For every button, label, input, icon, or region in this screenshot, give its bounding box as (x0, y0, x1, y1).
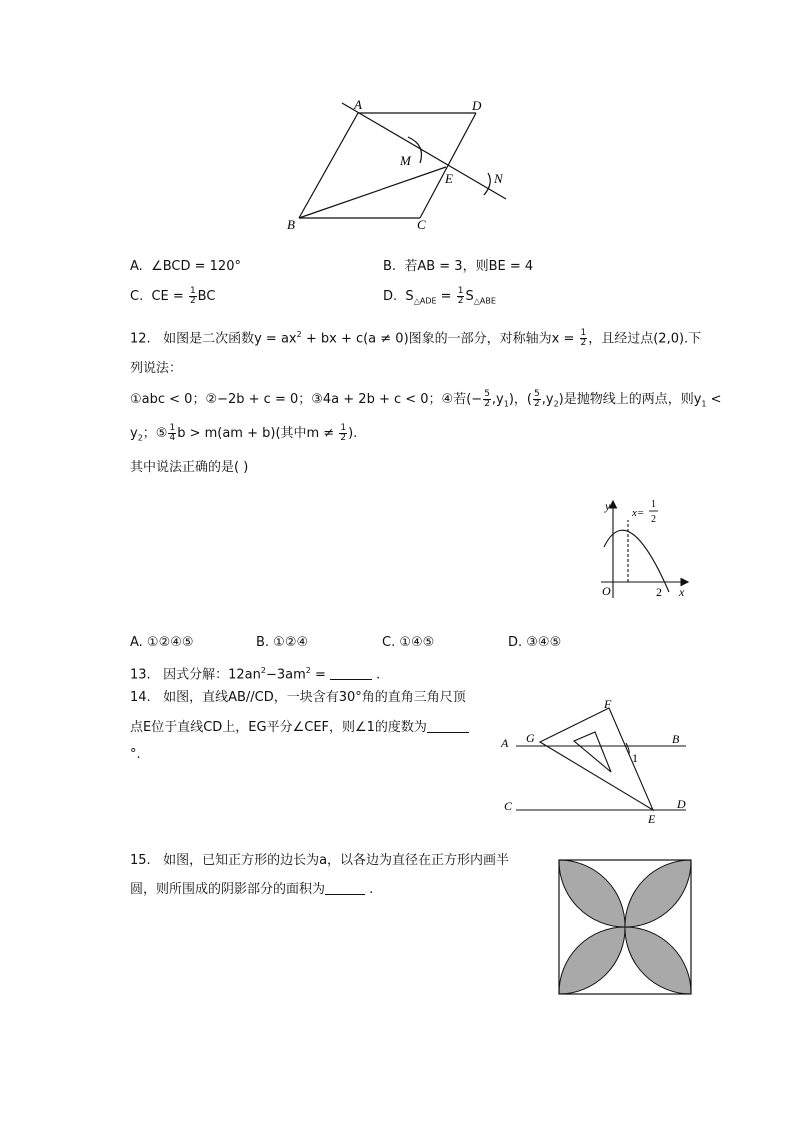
q11-option-c: C. CE = $\frac{1}{2}$ BC (130, 286, 216, 306)
label-half-den: 2 (651, 514, 656, 525)
q15-line1: 15. 如图，已知正方形的边长为a，以各边为直径在正方形内画半 (130, 853, 510, 868)
q12-option-a: A. ①②④⑤ (130, 635, 194, 650)
q12-option-d: D. ③④⑤ (508, 635, 562, 650)
q12-question: 其中说法正确的是( ) (130, 460, 249, 475)
label-f: F (604, 697, 612, 711)
q12-line4: $y_2$；⑤ $\frac{1}{4}$ b > m(am + b)(其中m ≠ $\frac{1}{2}$ ). (130, 423, 358, 443)
q11-option-d: D. $S_{\triangle ADE}$ = $\frac{1}{2}$ $S_{\triangle ABE}$ (383, 286, 496, 306)
label-a: A (501, 736, 509, 750)
q12-line2: 列说法： (130, 361, 183, 376)
label-e: E (648, 812, 656, 826)
label-half-num: 1 (651, 499, 656, 510)
label-b: B (672, 732, 680, 746)
answer-blank[interactable] (325, 880, 365, 895)
q13-line: 13. 因式分解：$12an^2-3am^2$ = . (130, 666, 381, 683)
side-ab (299, 113, 358, 218)
label-e: E (445, 171, 453, 186)
label-two: 2 (656, 585, 662, 599)
label-x-eq: x= (632, 507, 645, 519)
answer-blank[interactable] (427, 718, 469, 733)
label-c: C (504, 799, 513, 813)
q14-line3: °. (130, 747, 141, 762)
q12-option-c: C. ①④⑤ (382, 635, 435, 650)
q12-line3: ①abc < 0；②−2b + c = 0；③4a + 2b + c < 0；④若(− $\frac{5}{2}$ $,y_1$)，( $\frac{5}{2}$ $,y_2$)是抛物线上的两点，则$y_1$ < (130, 389, 722, 409)
parabola-curve (604, 530, 669, 592)
label-m: M (400, 153, 411, 168)
fraction: $\frac{1}{2}$ (580, 328, 587, 349)
answer-blank[interactable] (330, 665, 372, 680)
label-d: D (677, 797, 686, 811)
petal-top-left (559, 860, 625, 927)
triangle-ruler-figure (496, 696, 696, 830)
label-g: G (526, 731, 535, 745)
label-n: N (494, 171, 503, 186)
label-c: C (417, 217, 426, 232)
petal-bottom-left (559, 927, 625, 994)
q11-option-b: B. 若AB = 3，则BE = 4 (383, 259, 534, 274)
q14-line2: 点E位于直线CD上，EG平分∠CEF，则∠1的度数为 (130, 718, 469, 737)
label-x: x (679, 585, 685, 599)
fraction: $\frac{1}{2}$ (189, 286, 196, 306)
label-y: y (605, 499, 611, 513)
q14-line1: 14. 如图，直线AB//CD，一块含有30°角的直角三角尺顶 (130, 690, 466, 705)
label-b: B (287, 217, 295, 232)
q11-option-a: A. ∠BCD = 120° (130, 259, 241, 274)
label-d: D (472, 98, 482, 113)
petal-top-right (625, 860, 691, 927)
bisector-line (342, 103, 506, 199)
q12-option-b: B. ①②④ (256, 635, 309, 650)
fraction: $\frac{1}{2}$ (457, 286, 464, 306)
petal-bottom-right (625, 927, 691, 994)
label-angle-1: 1 (632, 751, 638, 765)
q15-line2: 圆，则所围成的阴影部分的面积为 . (130, 882, 374, 897)
parabola-graph (595, 492, 695, 604)
square-petal-figure (558, 859, 692, 995)
label-origin: O (602, 584, 611, 598)
rhombus-figure (280, 95, 520, 235)
label-a: A (354, 97, 362, 112)
arc-n (484, 173, 490, 195)
q12-line1: 12. 如图是二次函数$y = ax^2$ + bx + c(a ≠ 0)图象的一部分，对称轴为x = $\frac{1}{2}$ ，且经过点(2,0).下 (130, 328, 702, 349)
